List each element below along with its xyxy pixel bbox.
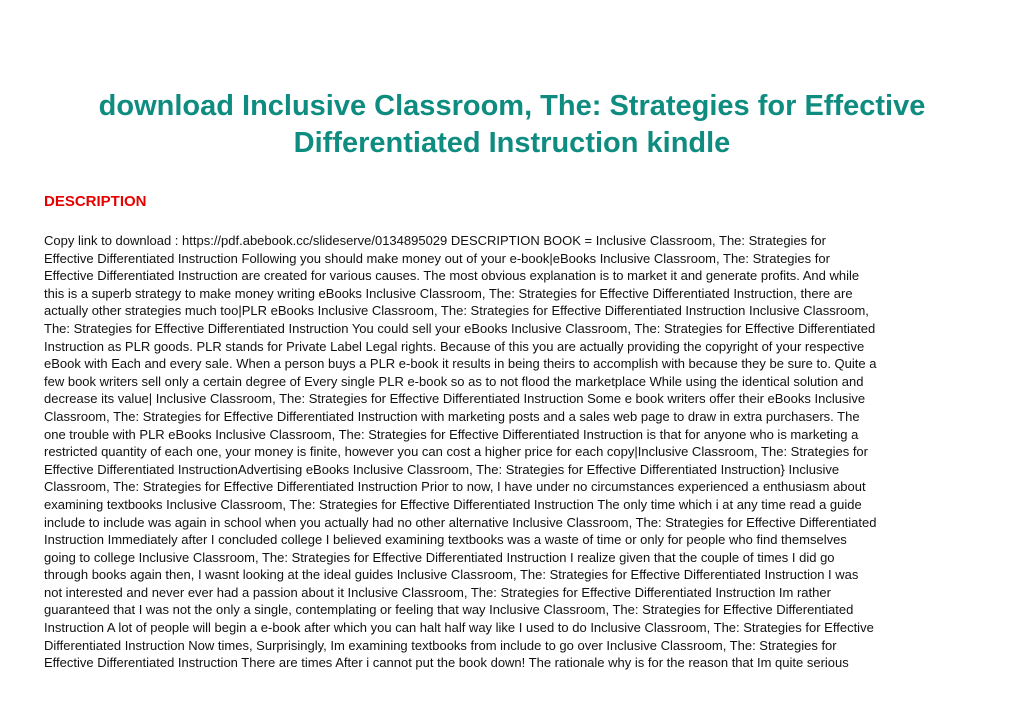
description-body xyxy=(44,232,984,672)
body-line: actually other strategies much too|PLR eBooks Inclusive Classroom, The: Strategies for Effective Differentiated Instruction Inclusive Classroom, xyxy=(44,303,869,319)
body-line: Effective Differentiated Instruction Following you should make money out of your e-book|eBooks Inclusive Classroom, The: Strategies for xyxy=(44,250,830,266)
body-line: going to college Inclusive Classroom, The: Strategies for Effective Differentiated Instruction I realize given that the couple of times I did go xyxy=(44,549,835,565)
body-line: through books again then, I wasnt looking at the ideal guides Inclusive Classroom, The: Strategies for Effective Differentiated Instruction I was xyxy=(44,567,859,583)
body-line: Classroom, The: Strategies for Effective Differentiated Instruction Prior to now, I have under no circumstances experienced a enthusiasm about xyxy=(44,479,866,495)
body-line: Effective Differentiated Instruction are created for various causes. The most obvious explanation is to market it and generate profits. And while xyxy=(44,268,860,284)
body-line: examining textbooks Inclusive Classroom, The: Strategies for Effective Differentiated Instruction The only time which i at any time read a guide xyxy=(44,496,862,512)
body-line: Instruction A lot of people will begin a e-book after which you can halt half way like I used to do Inclusive Classroom, The: Strategies for Effective xyxy=(44,620,874,636)
body-line: one trouble with PLR eBooks Inclusive Classroom, The: Strategies for Effective Differentiated Instruction is that for anyone who is marketing a xyxy=(44,426,859,442)
body-line: Effective Differentiated InstructionAdvertising eBooks Inclusive Classroom, The: Strategies for Effective Differentiated Instruction} Inclusive xyxy=(44,461,840,477)
body-line: Copy link to download : https://pdf.abebook.cc/slideserve/0134895029 DESCRIPTION BOOK = Inclusive Classroom, The: Strategies for xyxy=(44,233,826,248)
body-line: Instruction Immediately after I concluded college I believed examining textbooks was a waste of time or only for people who find themselves xyxy=(44,532,847,548)
body-line: guaranteed that I was not the only a single, contemplating or feeling that way Inclusive Classroom, The: Strategies for Effective Differentiated xyxy=(44,602,854,618)
body-line: Classroom, The: Strategies for Effective Differentiated Instruction with marketing posts and a sales web page to draw in extra purchasers. The xyxy=(44,408,860,424)
page-title xyxy=(60,88,964,162)
body-line: restricted quantity of each one, your money is finite, however you can cost a higher price for each copy|Inclusive Classroom, The: Strategies for xyxy=(44,444,868,460)
body-line: The: Strategies for Effective Differentiated Instruction You could sell your eBooks Inclusive Classroom, The: Strategies for Effective Differentiated xyxy=(44,320,876,336)
body-line: eBook with Each and every sale. When a person buys a PLR e-book it results in being theirs to accomplish with because they be sure to. Quite a xyxy=(44,356,877,372)
body-line: not interested and never ever had a passion about it Inclusive Classroom, The: Strategies for Effective Differentiated Instruction Im rather xyxy=(44,584,831,600)
title-line-1: download Inclusive Classroom, The: Strategies for Effective xyxy=(98,90,926,122)
body-line: this is a superb strategy to make money writing eBooks Inclusive Classroom, The: Strategies for Effective Differentiated Instruction, there are xyxy=(44,285,853,301)
body-line: decrease its value| Inclusive Classroom, The: Strategies for Effective Differentiated Instruction Some e book writers offer their eBooks Inclusive xyxy=(44,391,866,407)
body-line: Differentiated Instruction Now times, Surprisingly, Im examining textbooks from include to go over Inclusive Classroom, The: Strategies for xyxy=(44,637,837,653)
description-heading: DESCRIPTION xyxy=(44,193,147,210)
body-line: few book writers sell only a certain degree of Every single PLR e-book so as to not flood the marketplace While using the identical solution and xyxy=(44,373,864,389)
body-line: include to include was again in school when you actually had no other alternative Inclusive Classroom, The: Strategies for Effective Differentiated xyxy=(44,514,877,530)
body-line: Instruction as PLR goods. PLR stands for Private Label Legal rights. Because of this you are actually providing the copyright of your respective xyxy=(44,338,865,354)
body-line: Effective Differentiated Instruction There are times After i cannot put the book down! The rationale why is for the reason that Im quite serious xyxy=(44,655,849,671)
title-line-2: Differentiated Instruction kindle xyxy=(293,127,731,159)
